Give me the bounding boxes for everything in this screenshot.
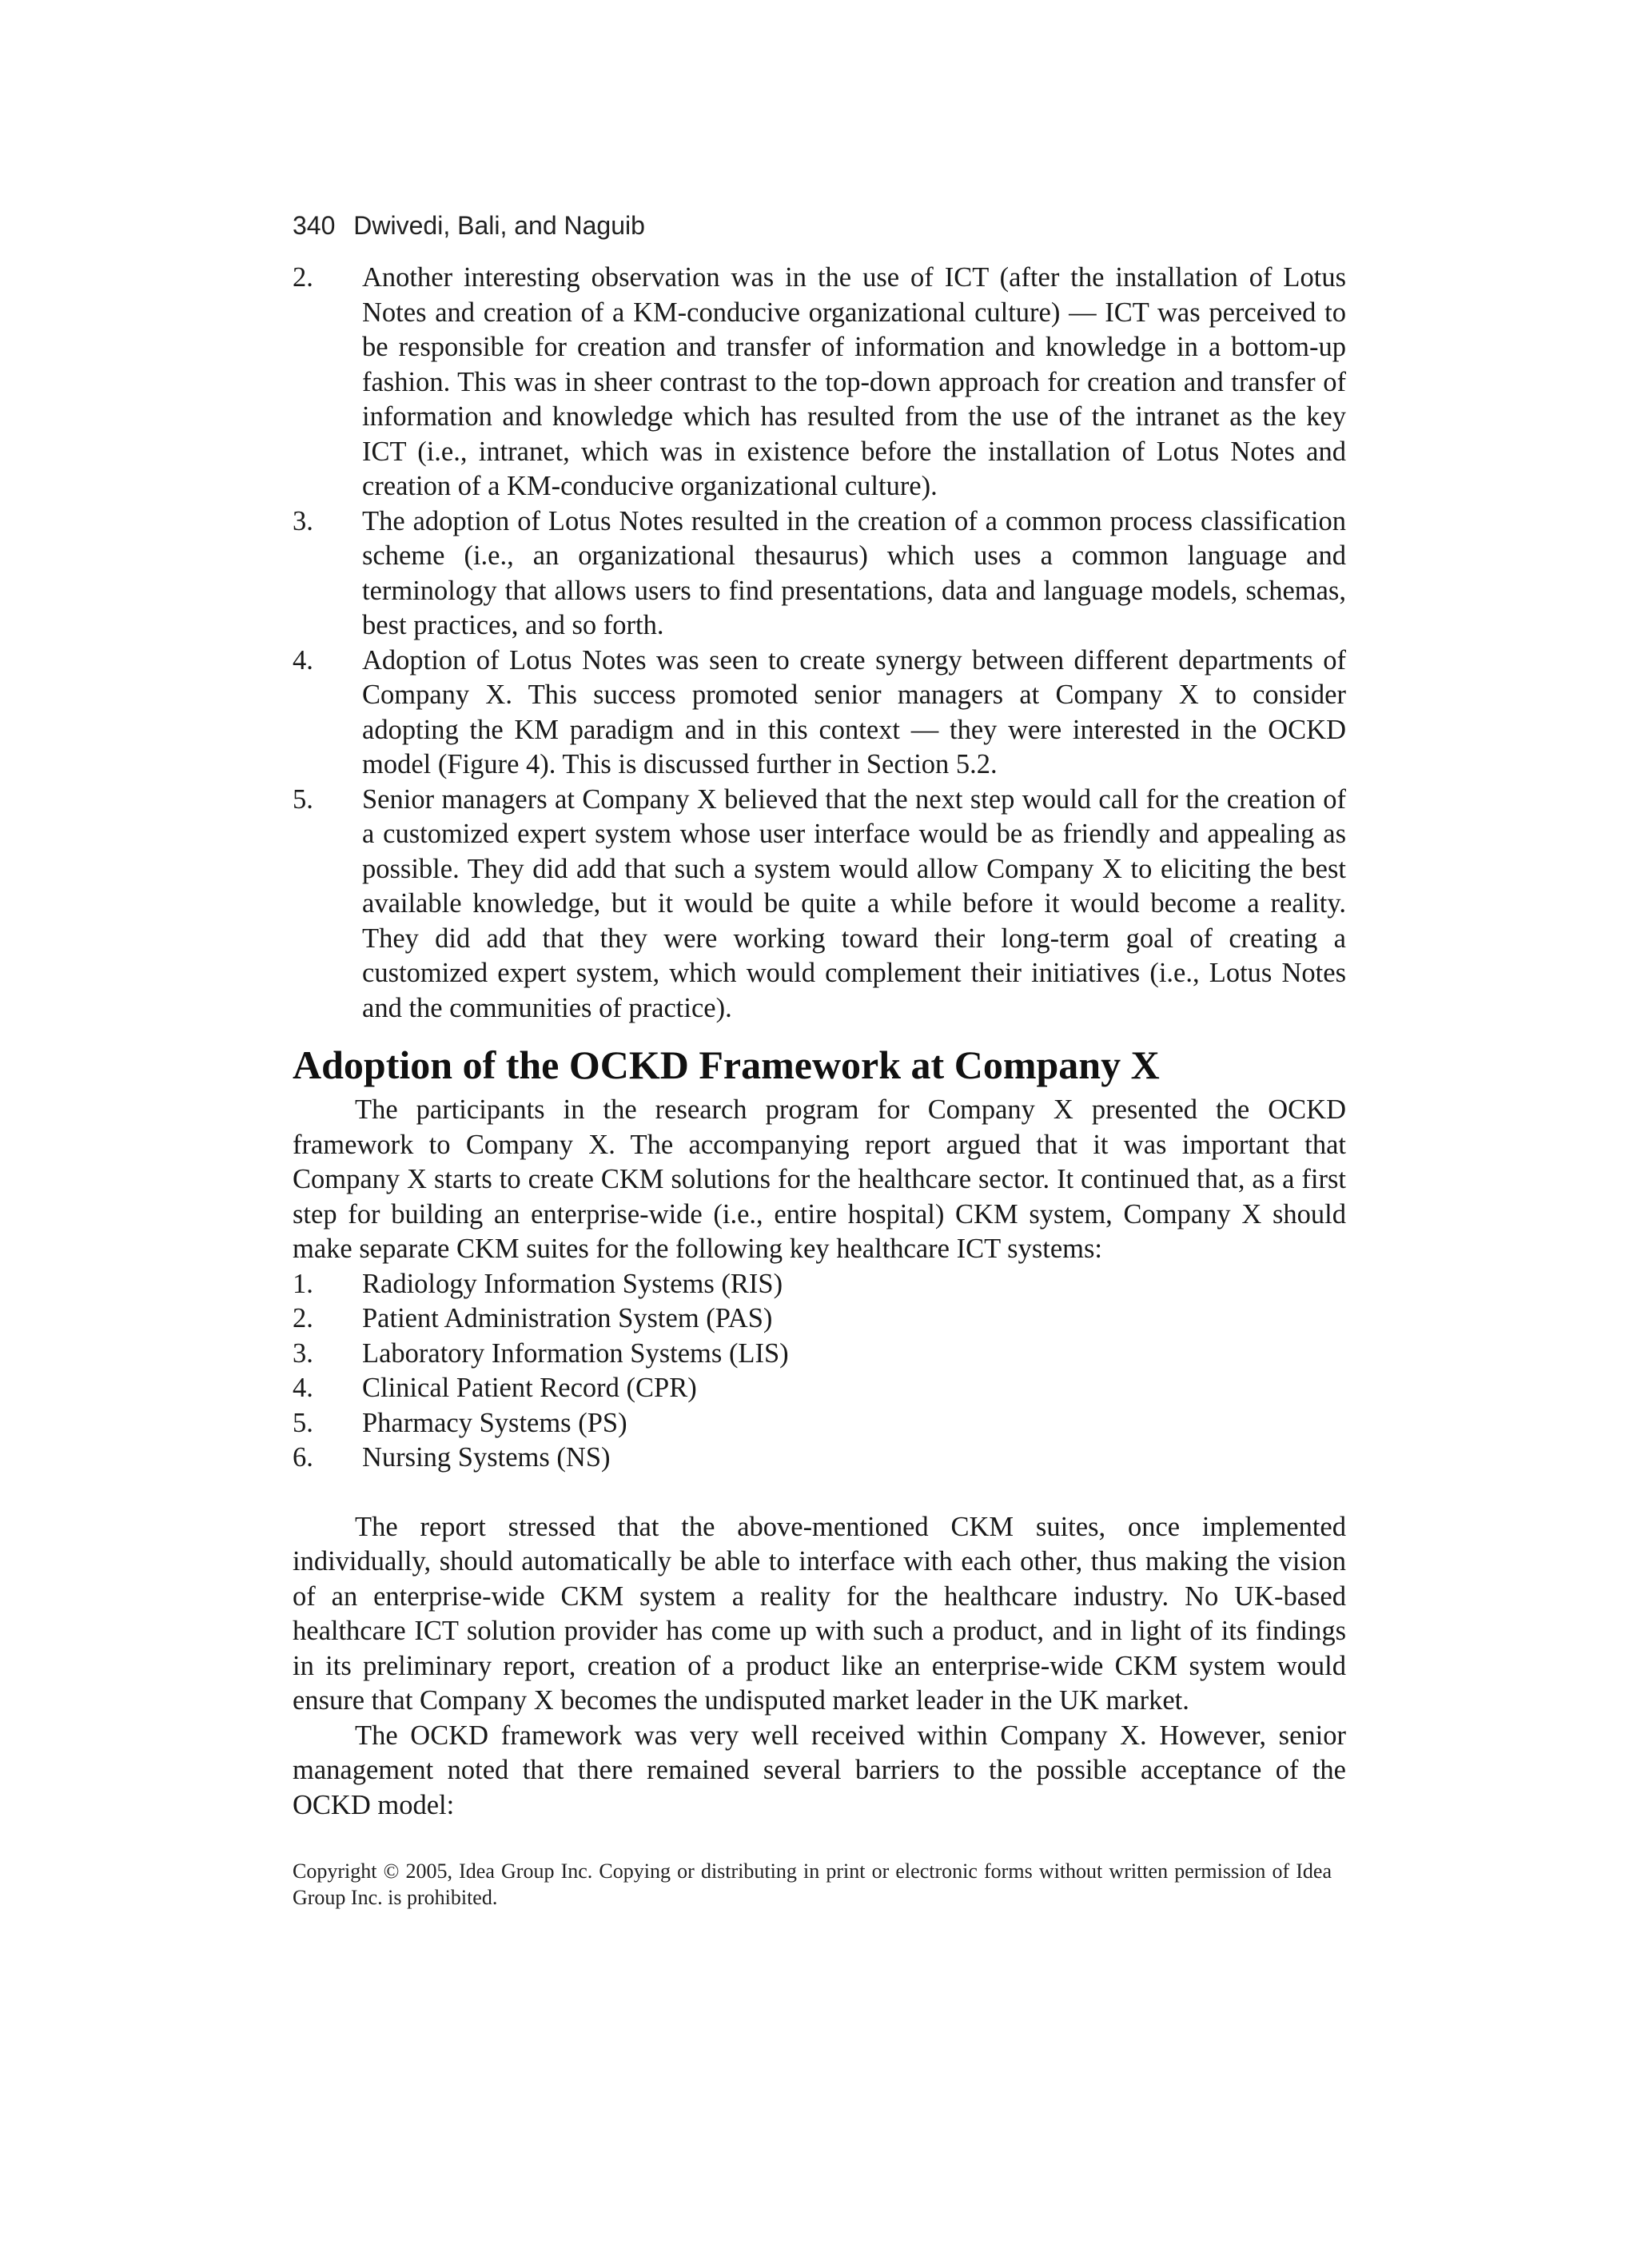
running-header — [293, 209, 1346, 241]
list-item-number: 3. — [293, 1337, 313, 1369]
list-item-text: Adoption of Lotus Notes was seen to create synergy between different departments of Company X. This success promoted senior managers at Company X to consider adopting the KM paradigm and in this context — they were interested in the OCKD model (Figure 4). This is discussed further in Section 5.2. — [362, 644, 1346, 779]
list-item-text: Another interesting observation was in the use of ICT (after the installation of Lotus Notes and creation of a KM-conducive organizational culture) — ICT was perceived to be responsible for creation and transfer of information and knowledge in a bottom-up fashion. This was in sheer contrast to the top-down approach for creation and transfer of information and knowledge which has resulted from the use of the intranet as the key ICT (i.e., intranet, which was in existence before the installation of Lotus Notes and creation of a KM-conducive organizational culture). — [362, 262, 1346, 501]
list-item-number: 3. — [293, 505, 313, 536]
intro-paragraph: The participants in the research program for Company X presented the OCKD framework to Company X. The accompanying report argued that it was important that Company X starts to create CKM solutions for the healthcare sector. It continued that, as a first step for building an enterprise-wide (i.e., entire hospital) CKM system, Company X should make separate CKM suites for the following key healthcare ICT systems: — [293, 1094, 1346, 1264]
list-item-number: 5. — [293, 1407, 313, 1438]
list-item-number: 2. — [293, 1303, 313, 1333]
list-item-number: 4. — [293, 644, 313, 676]
list-item-text: Radiology Information Systems (RIS) — [362, 1268, 783, 1299]
list-item — [293, 1371, 1346, 1406]
list-item-text: The adoption of Lotus Notes resulted in the creation of a common process classification scheme (i.e., an organizational thesaurus) which uses a common language and terminology that allows users to find presentations, data and language models, schemas, best practices, and so forth. — [362, 505, 1346, 640]
list-item-text: Patient Administration System (PAS) — [362, 1303, 773, 1333]
list-item-number: 4. — [293, 1373, 313, 1403]
list-item-number: 6. — [293, 1442, 313, 1473]
list-item — [293, 644, 1346, 783]
list-item — [293, 783, 1346, 1026]
list-item — [293, 1441, 1346, 1476]
healthcare-systems-list — [293, 1267, 1346, 1476]
page-number: 340 — [293, 211, 336, 240]
list-item — [293, 1267, 1346, 1302]
list-item — [293, 261, 1346, 504]
section-heading: Adoption of the OCKD Framework at Company X — [293, 1042, 1160, 1087]
list-item — [293, 1337, 1346, 1372]
observations-list — [293, 261, 1346, 1026]
copyright-notice: Copyright © 2005, Idea Group Inc. Copying or distributing in print or electronic forms without written permission of Idea Group Inc. is prohibited. — [293, 1859, 1332, 1909]
list-item — [293, 504, 1346, 644]
running-header-authors: Dwivedi, Bali, and Naguib — [353, 211, 645, 240]
paragraph-spacer — [293, 1476, 1346, 1510]
body-paragraph: The report stressed that the above-mentioned CKM suites, once implemented individually, should automatically be able to interface with each other, thus making the vision of an enterprise-wide CKM system a reality for the healthcare industry. No UK-based healthcare ICT solution provider has come up with such a product, and in light of its findings in its preliminary report, creation of a product like an enterprise-wide CKM system would ensure that Company X becomes the undisputed market leader in the UK market. — [293, 1511, 1346, 1716]
list-item-number: 1. — [293, 1268, 313, 1299]
list-item-text: Nursing Systems (NS) — [362, 1442, 611, 1473]
body-paragraph: The OCKD framework was very well received within Company X. However, senior management noted that there remained several barriers to the possible acceptance of the OCKD model: — [293, 1720, 1346, 1820]
document-page — [293, 209, 1346, 1911]
list-item — [293, 1301, 1346, 1337]
list-item-text: Senior managers at Company X believed that the next step would call for the creation of a customized expert system whose user interface would be as friendly and appealing as possible. They did add that such a system would allow Company X to eliciting the best available knowledge, but it would be quite a while before it would become a reality. They did add that they were working toward their long-term goal of creating a customized expert system, which would complement their initiatives (i.e., Lotus Notes and the communities of practice). — [362, 783, 1346, 1023]
body-text — [293, 261, 1346, 1823]
list-item-text: Clinical Patient Record (CPR) — [362, 1373, 697, 1403]
list-item-text: Pharmacy Systems (PS) — [362, 1407, 627, 1438]
list-item-number: 2. — [293, 262, 313, 293]
list-item — [293, 1406, 1346, 1441]
list-item-text: Laboratory Information Systems (LIS) — [362, 1337, 789, 1369]
list-item-number: 5. — [293, 783, 313, 815]
